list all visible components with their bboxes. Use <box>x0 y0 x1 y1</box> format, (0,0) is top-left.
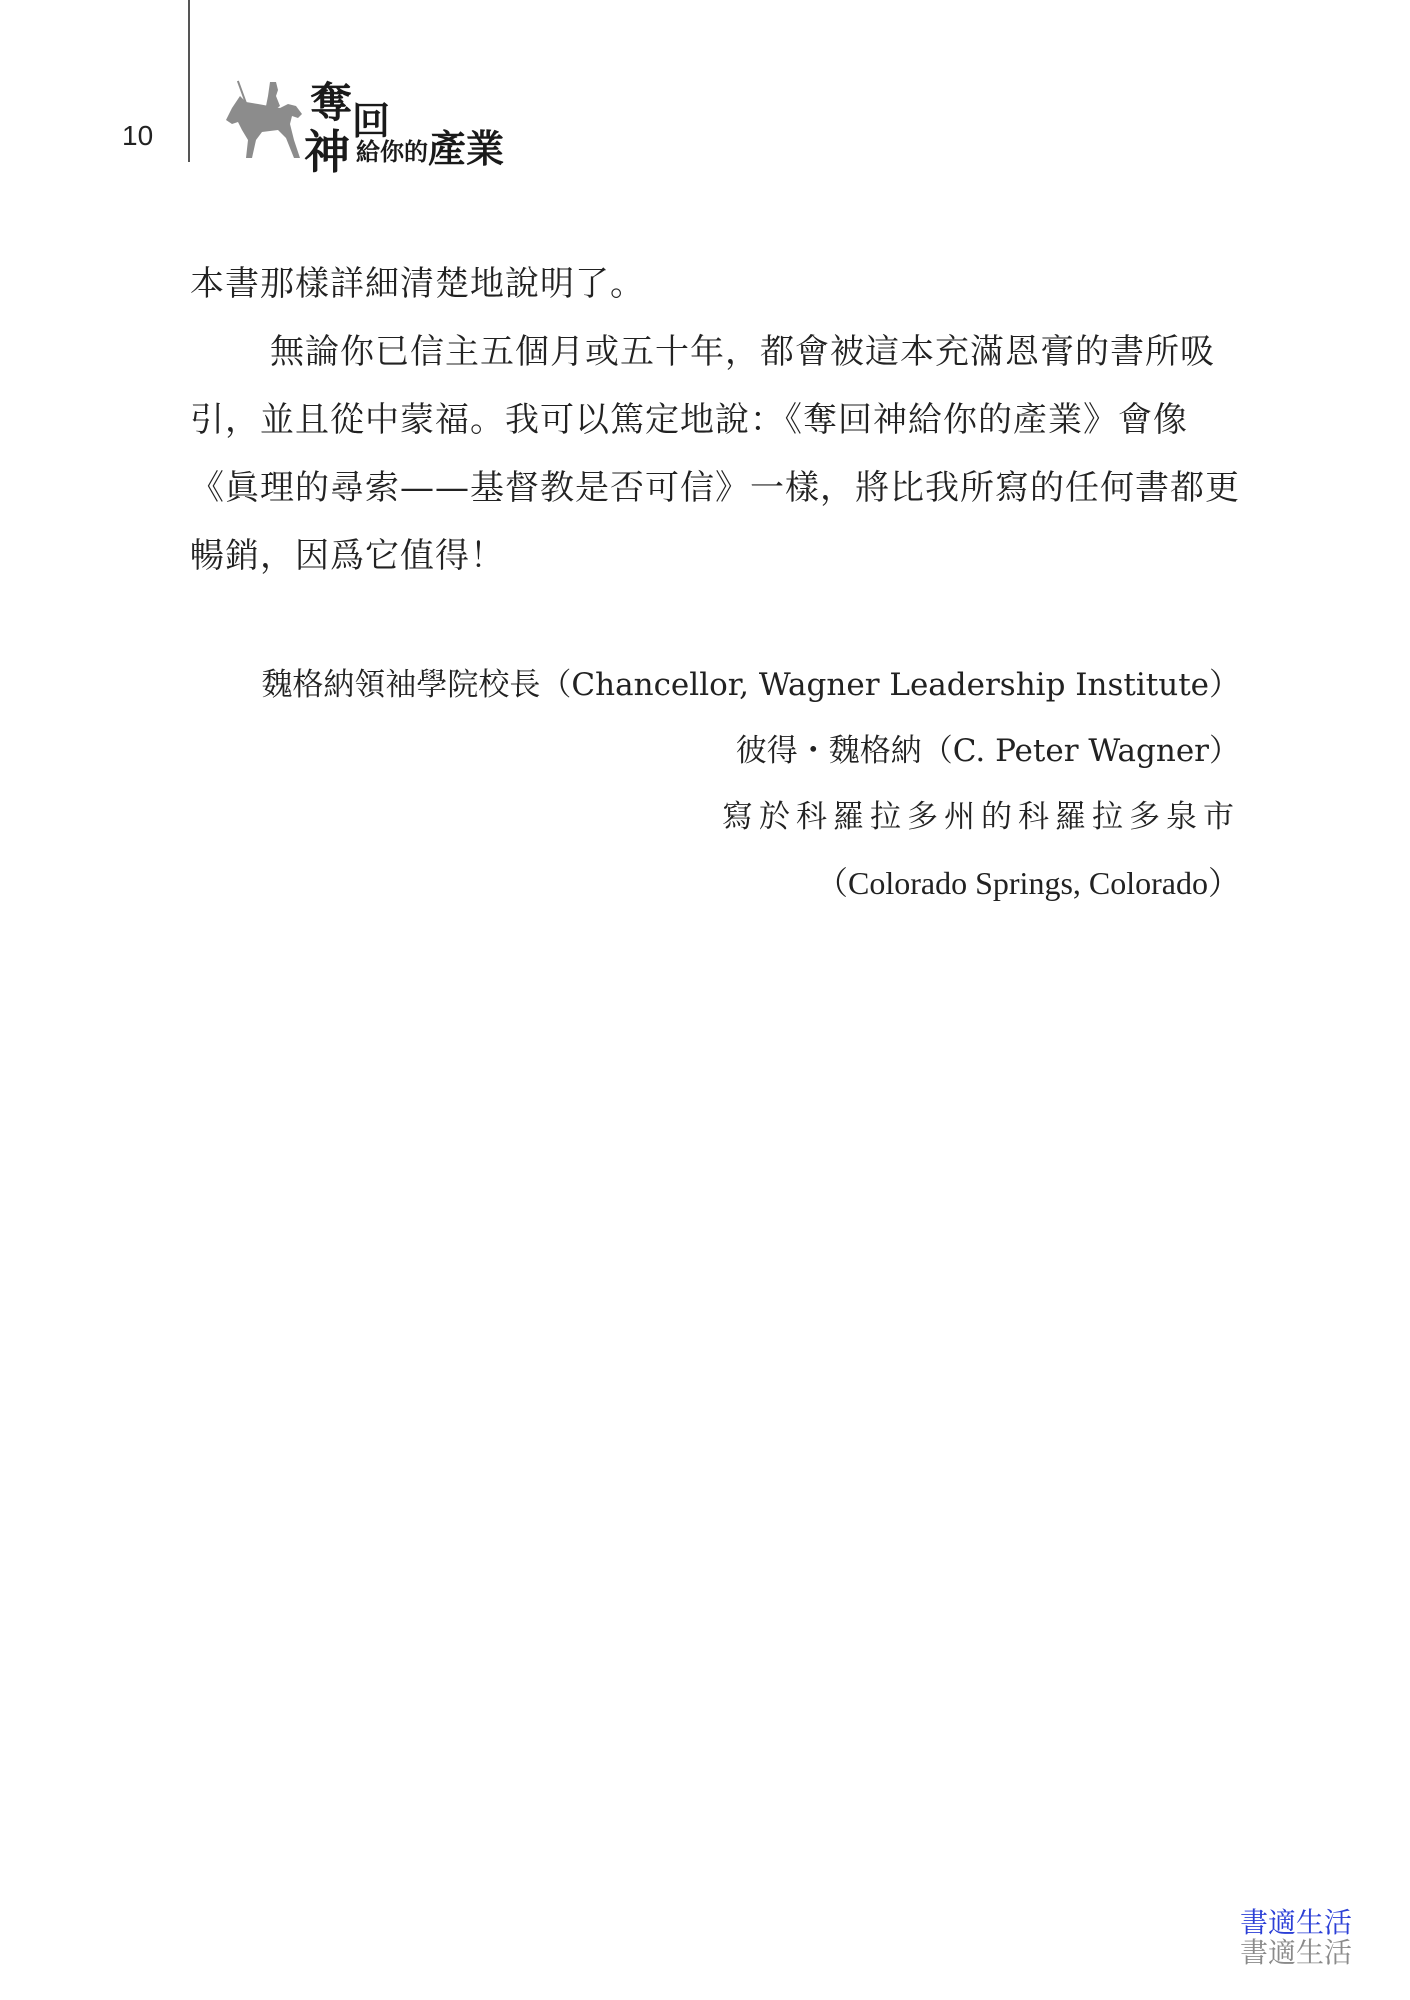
logo-char-1: 奪 <box>310 78 353 127</box>
signature-title: 魏格納領袖學院校長（Chancellor, Wagner Leadership Institute） <box>261 667 1240 703</box>
page-number: 10 <box>122 120 154 151</box>
logo-char-3: 神 <box>304 125 350 179</box>
footer-brand <box>1240 1908 1352 1968</box>
horse-rider-icon <box>218 78 318 164</box>
signature-place: 寫於科羅拉多州的科羅拉多泉市 <box>722 799 1240 835</box>
paragraph-1: 本書那樣詳細清楚地說明了。 <box>190 264 645 304</box>
header-divider <box>188 0 190 162</box>
body-text <box>190 250 1240 590</box>
logo-char-4: 給你的 <box>356 137 428 166</box>
signature-block <box>261 652 1240 916</box>
brand-primary: 書適生活 <box>1239 1906 1352 1939</box>
logo-char-2: 回 <box>352 98 391 143</box>
logo-char-5: 產業 <box>428 126 505 171</box>
signature-place-en: （Colorado Springs, Colorado） <box>816 865 1240 901</box>
paragraph-2: 無論你已信主五個月或五十年，都會被這本充滿恩膏的書所吸引，並且從中蒙福。我可以篤定地說：《奪回神給你的產業》會像《眞理的尋索——基督教是否可信》一樣，將比我所寫的任何書都更暢銷，因爲它值得！ <box>190 332 1240 576</box>
brand-secondary: 書適生活 <box>1239 1936 1352 1969</box>
signature-name: 彼得・魏格納（C. Peter Wagner） <box>735 733 1240 769</box>
book-title-logo <box>218 68 508 179</box>
